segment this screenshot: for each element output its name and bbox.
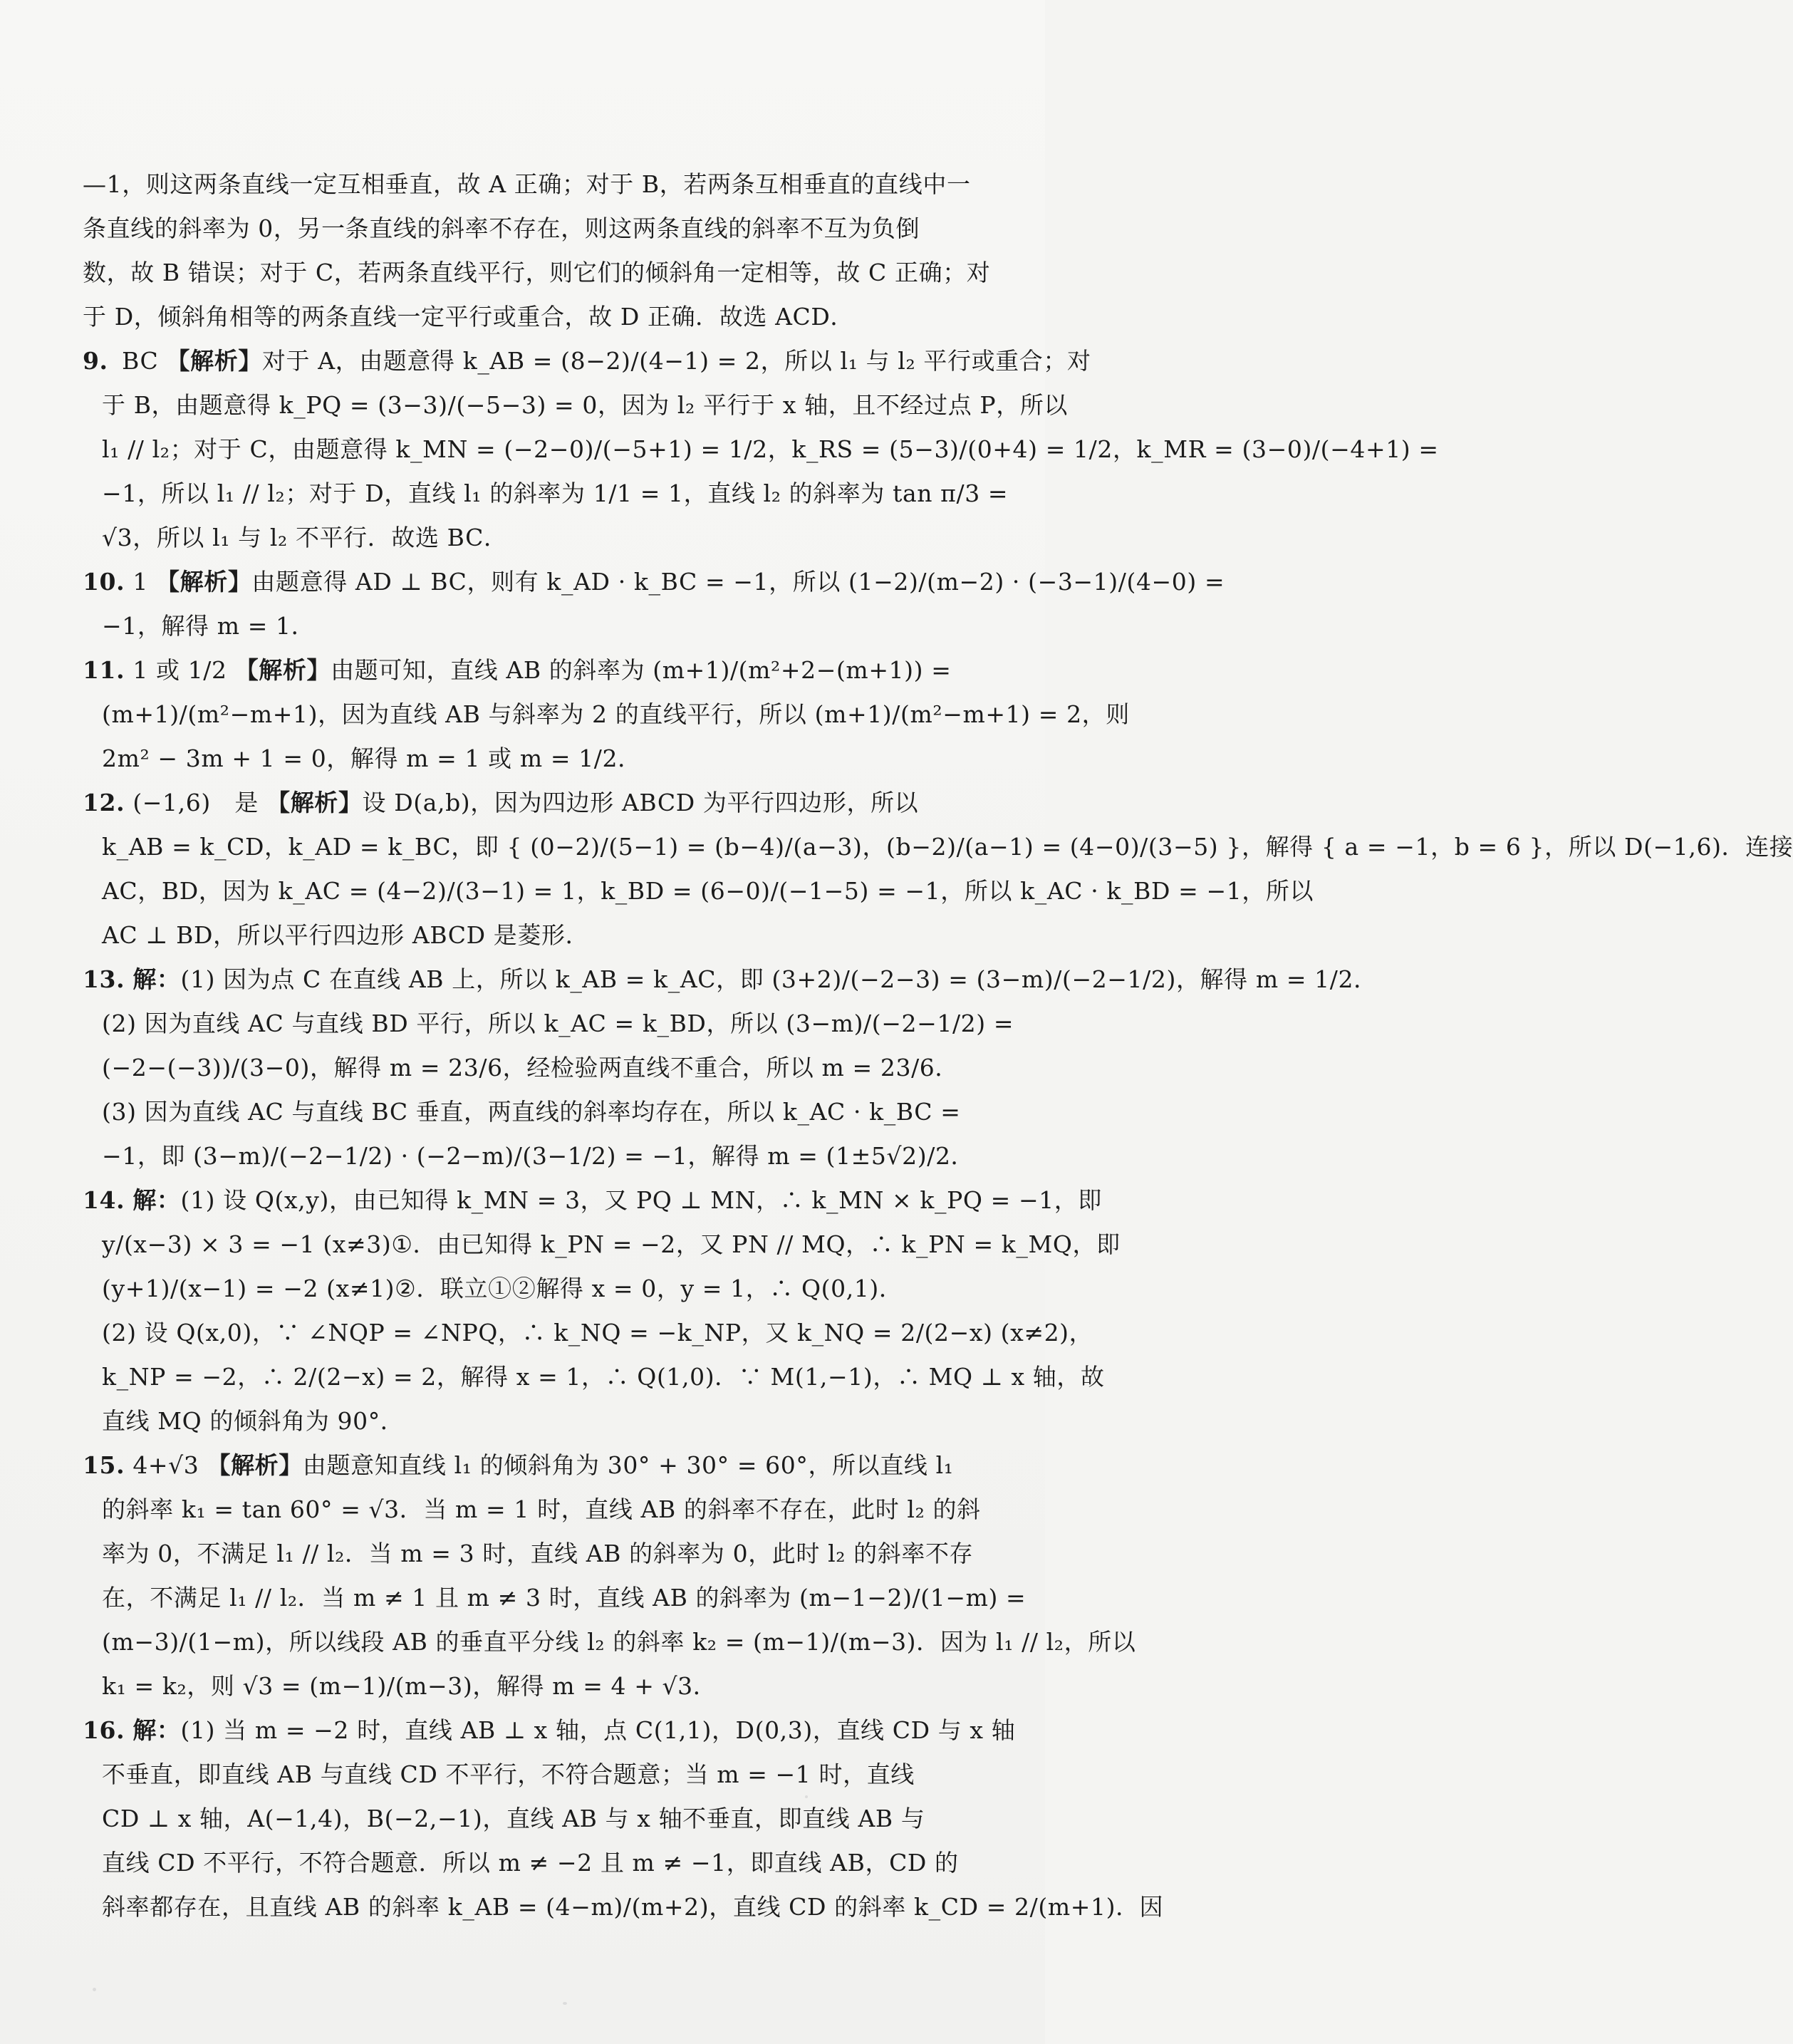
q16-line: CD ⊥ x 轴，A(−1,4)，B(−2,−1)，直线 AB 与 x 轴不垂直，即直线 AB 与 xyxy=(102,1805,925,1832)
intro-line: 数，故 B 错误；对于 C，若两条直线平行，则它们的倾斜角一定相等，故 C 正确；对 xyxy=(83,259,991,286)
q11-line: 2m² − 3m + 1 = 0，解得 m = 1 或 m = 1/2． xyxy=(102,745,642,772)
q9-number: 9. xyxy=(83,347,108,375)
q12-number: 12. xyxy=(83,789,125,816)
q14-text: (1) 设 Q(x,y)，由已知得 k_MN = 3，又 PQ ⊥ MN，∴ k_MN × k_PQ = −1，即 xyxy=(180,1186,1103,1214)
intro-line: —1，则这两条直线一定互相垂直，故 A 正确；对于 B，若两条互相垂直的直线中一 xyxy=(83,170,971,198)
q12-answer: (−1,6) 是 xyxy=(132,789,259,816)
q14-line: k_NP = −2，∴ 2/(2−x) = 2，解得 x = 1，∴ Q(1,0)．∵ M(1,−1)，∴ MQ ⊥ x 轴，故 xyxy=(102,1363,1105,1391)
q13-line: (3) 因为直线 AC 与直线 BC 垂直，两直线的斜率均存在，所以 k_AC · k_BC = xyxy=(102,1098,961,1126)
q16-number: 16. xyxy=(83,1716,125,1744)
q11-line xyxy=(83,648,959,692)
answer-text xyxy=(83,162,1793,1929)
q12-tag: 【解析】 xyxy=(266,789,363,816)
q14-tag: 解： xyxy=(132,1186,181,1214)
q10-line xyxy=(83,560,1225,604)
q13-text: (1) 因为点 C 在直线 AB 上，所以 k_AB = k_AC，即 (3+2)/(−2−3) = (3−m)/(−2−1/2)，解得 m = 1/2． xyxy=(180,965,1378,993)
q16-tag: 解： xyxy=(132,1716,181,1744)
q11-answer: 1 或 1/2 xyxy=(132,656,227,684)
q12-line: AC，BD，因为 k_AC = (4−2)/(3−1) = 1，k_BD = (6−0)/(−1−5) = −1，所以 k_AC · k_BD = −1，所以 xyxy=(102,877,1314,905)
q15-answer: 4+√3 xyxy=(132,1451,199,1479)
q9-line: 于 B，由题意得 k_PQ = (3−3)/(−5−3) = 0，因为 l₂ 平行于 x 轴，且不经过点 P，所以 xyxy=(102,391,1069,419)
q12-line: AC ⊥ BD，所以平行四边形 ABCD 是菱形． xyxy=(102,921,590,949)
intro-line: 于 D，倾斜角相等的两条直线一定平行或重合，故 D 正确．故选 ACD． xyxy=(83,303,855,331)
q9-text: 对于 A，由题意得 k_AB = (8−2)/(4−1) = 2，所以 l₁ 与 l₂ 平行或重合；对 xyxy=(261,347,1091,375)
q12-line xyxy=(83,781,959,825)
q13-line: (−2−(−3))/(3−0)，解得 m = 23/6，经检验两直线不重合，所以 m = 23/6． xyxy=(102,1054,959,1081)
q13-line xyxy=(83,958,1378,1002)
q10-line: −1，解得 m = 1． xyxy=(102,612,316,640)
q11-text: 由题可知，直线 AB 的斜率为 (m+1)/(m²+2−(m+1)) = xyxy=(331,656,952,684)
q14-line: (2) 设 Q(x,0)，∵ ∠NQP = ∠NPQ，∴ k_NQ = −k_NP，又 k_NQ = 2/(2−x) (x≠2)， xyxy=(102,1319,1093,1347)
q11-number: 11. xyxy=(83,656,125,684)
scan-speck xyxy=(93,1988,96,1991)
q16-line: 不垂直，即直线 AB 与直线 CD 不平行，不符合题意；当 m = −1 时，直线 xyxy=(102,1760,915,1788)
q14-line xyxy=(83,1178,1103,1223)
q9-line xyxy=(83,339,1091,383)
q15-line: k₁ = k₂，则 √3 = (m−1)/(m−3)，解得 m = 4 + √3． xyxy=(102,1672,717,1700)
q15-number: 15. xyxy=(83,1451,125,1479)
q14-line: 直线 MQ 的倾斜角为 90°． xyxy=(102,1407,405,1435)
q9-line: l₁ // l₂；对于 C，由题意得 k_MN = (−2−0)/(−5+1) = 1/2，k_RS = (5−3)/(0+4) = 1/2，k_MR = (3−0)/(−4+1) = xyxy=(102,435,1439,463)
q16-line xyxy=(83,1708,1016,1753)
q13-line: (2) 因为直线 AC 与直线 BD 平行，所以 k_AC = k_BD，所以 (3−m)/(−2−1/2) = xyxy=(102,1010,1014,1037)
q16-line: 斜率都存在，且直线 AB 的斜率 k_AB = (4−m)/(m+2)，直线 CD 的斜率 k_CD = 2/(m+1)．因 xyxy=(102,1893,1164,1921)
q16-text: (1) 当 m = −2 时，直线 AB ⊥ x 轴，点 C(1,1)，D(0,3)，直线 CD 与 x 轴 xyxy=(180,1716,1016,1744)
scan-speck xyxy=(805,1795,808,1798)
scan-speck xyxy=(563,2002,567,2005)
q9-answer: BC xyxy=(122,347,159,375)
intro-line: 条直线的斜率为 0，另一条直线的斜率不存在，则这两条直线的斜率不互为负倒 xyxy=(83,214,920,242)
q15-line: (m−3)/(1−m)，所以线段 AB 的垂直平分线 l₂ 的斜率 k₂ = (m−1)/(m−3)．因为 l₁ // l₂，所以 xyxy=(102,1628,1136,1656)
q13-tag: 解： xyxy=(132,965,181,993)
q14-line: y/(x−3) × 3 = −1 (x≠3)①．由已知得 k_PN = −2，又 PN // MQ，∴ k_PN = k_MQ，即 xyxy=(102,1230,1121,1258)
q14-line: (y+1)/(x−1) = −2 (x≠1)②．联立①②解得 x = 0，y = 1，∴ Q(0,1)． xyxy=(102,1275,903,1302)
q15-line xyxy=(83,1443,959,1488)
q12-line: k_AB = k_CD，k_AD = k_BC，即 { (0−2)/(5−1) = (b−4)/(a−3)，(b−2)/(a−1) = (4−0)/(3−5) }，解得 { a = −1，b = 6 }，所以 D(−1,6)．连接 xyxy=(102,833,1793,861)
q9-line: −1，所以 l₁ // l₂；对于 D，直线 l₁ 的斜率为 1/1 = 1，直线 l₂ 的斜率为 tan π/3 = xyxy=(102,479,1009,507)
q15-tag: 【解析】 xyxy=(207,1451,303,1479)
q10-tag: 【解析】 xyxy=(156,568,252,596)
q14-number: 14. xyxy=(83,1186,125,1214)
q15-line: 的斜率 k₁ = tan 60° = √3．当 m = 1 时，直线 AB 的斜率不存在，此时 l₂ 的斜 xyxy=(102,1495,981,1523)
q16-line: 直线 CD 不平行，不符合题意．所以 m ≠ −2 且 m ≠ −1，即直线 AB，CD 的 xyxy=(102,1849,959,1877)
q13-number: 13. xyxy=(83,965,125,993)
q15-line: 在，不满足 l₁ // l₂．当 m ≠ 1 且 m ≠ 3 时，直线 AB 的斜率为 (m−1−2)/(1−m) = xyxy=(102,1584,1027,1612)
q12-text: 设 D(a,b)，因为四边形 ABCD 为平行四边形，所以 xyxy=(362,789,919,816)
q11-tag: 【解析】 xyxy=(234,656,331,684)
q13-line: −1，即 (3−m)/(−2−1/2) · (−2−m)/(3−1/2) = −1，解得 m = (1±5√2)/2． xyxy=(102,1142,975,1170)
q15-line: 率为 0，不满足 l₁ // l₂．当 m = 3 时，直线 AB 的斜率为 0，此时 l₂ 的斜率不存 xyxy=(102,1540,974,1567)
q15-text: 由题意知直线 l₁ 的倾斜角为 30° + 30° = 60°，所以直线 l₁ xyxy=(302,1451,954,1479)
q10-text: 由题意得 AD ⊥ BC，则有 k_AD · k_BC = −1，所以 (1−2)/(m−2) · (−3−1)/(4−0) = xyxy=(251,568,1225,596)
q11-line: (m+1)/(m²−m+1)，因为直线 AB 与斜率为 2 的直线平行，所以 (m+1)/(m²−m+1) = 2，则 xyxy=(102,700,1130,728)
q10-number: 10. xyxy=(83,568,125,596)
q9-line: √3，所以 l₁ 与 l₂ 不平行．故选 BC． xyxy=(102,524,508,551)
q9-tag: 【解析】 xyxy=(166,347,262,375)
q10-answer: 1 xyxy=(132,568,148,596)
